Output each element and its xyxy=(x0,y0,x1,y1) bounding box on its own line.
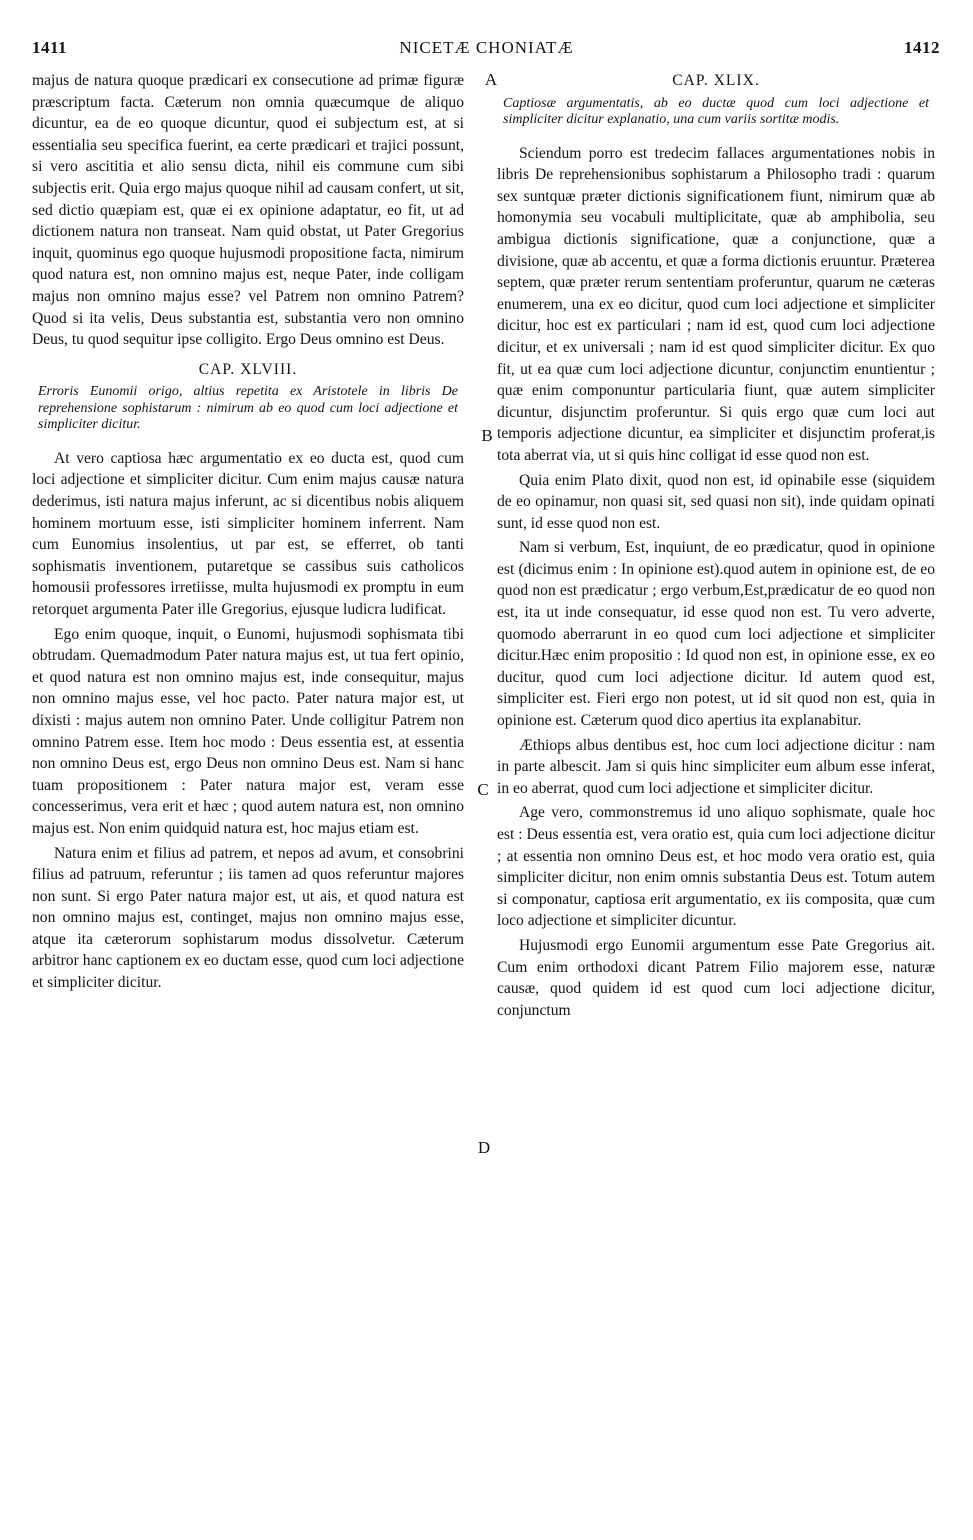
margin-letter-d: D xyxy=(477,1138,491,1157)
chapter-title: CAP. XLVIII. xyxy=(198,360,298,378)
margin-letter-b: B xyxy=(481,426,493,445)
left-column xyxy=(32,70,464,994)
page-number-left: 1411 xyxy=(32,38,68,57)
paragraph: Natura enim et filius ad patrem, et nepos ad avum, et consobrini filius ad patruum, referuntur ; iis tamen ad quos referuntur majores non sunt. Si ergo Pater natura major est, ut ais, et quod natura est non omnino majus est, continget, majus non omnino majus esse, atque ita cæterorum sophistarum modus dissolvetur. Cæterum arbitror hanc captionem ex eo ductam esse, quod cum loci adjectione et simpliciter dicitur. xyxy=(32,844,464,992)
paragraph: majus de natura quoque prædicari ex consecutione ad primæ figuræ præscriptum facta. Cæterum non omnia quæcumque de aliquo dicuntur, ea de eo quoque dicuntur, quod ei subjectum est, at si essentialia seu specifica fuerint, ea certe prædicari et trajici possunt, si vero ascititia et alio sensu dicta, nihil eis commune cum sibi subjectis erit. Quia ergo majus quoque nihil ad causam confert, ut sit, sed dictio quæpiam est, quæ ei ex opinione adaptatur, eo fit, ut ad dictionem natura non transeat. Nam quid obstat, ut Pater Gregorius inquit, quominus ego quoque hujusmodi propositione facta, nimirum quod natura est, non omnino majus est, neque Pater, inde colligam majus non omnino majus esse? vel Patrem non omnino Patrem? Quod si ita velis, Deus substantia est, substantia vero non omnino Deus, tu quod sequitur ipse colligito. Ergo Deus omnino est Deus. xyxy=(32,72,464,349)
chapter-title: CAP. XLIX. xyxy=(672,72,760,89)
running-title: NICETÆ CHONIATÆ xyxy=(399,38,574,57)
margin-letter-c: C xyxy=(477,780,489,799)
paragraph: Hujusmodi ergo Eunomii argumentum esse Pate Gregorius ait. Cum enim orthodoxi dicant Patrem Filio majorem esse, naturæ causæ, quod quidem id est quod cum loci adjectione dicitur, conjunctum xyxy=(497,936,935,1019)
paragraph: At vero captiosa hæc argumentatio ex eo ducta est, quod cum loci adjectione et simpliciter dicitur. Cum enim majus causæ natura dederimus, isti natura majus inferunt, ac si dicentibus nobis aliquem hominem mortuum esse, isti simpliciter hominem inferrent. Nam cum Eunomius insolentius, ut par est, se efferret, ob tanti sophismatis inventionem, putaretque se cassibus suis catholicos homousii professores irretiisse, multa hujusmodi ex promptu in eum retorquet argumenta Pater ille Gregorius, ejusque ludicra ludificat. xyxy=(32,449,464,618)
paragraph: Ego enim quoque, inquit, o Eunomi, hujusmodi sophismata tibi obtrudam. Quemadmodum Pater natura majus est, ut tua fert opinio, et quod natura est non omnino majus est, inde consequitur, majus non omnino majus esse, vel hoc pacto. Pater natura major est, ut dixisti : majus autem non omnino Pater. Unde colligitur Patrem non omnino Patrem esse. Item hoc modo : Deus essentia est, at essentia non omnino Deus est, ergo Deus non omnino Deus est. Nam si hanc tuam propositionem : Pater natura major est, veram esse concesserimus, vera erit et hæc ; quod autem natura est, non omnino majus est. Non enim quidquid natura est, hoc majus etiam est. xyxy=(32,625,464,837)
paragraph: Sciendum porro est tredecim fallaces argumentationes nobis in libris De reprehensionibus sophistarum a Philosopho tradi : quarum sex suntquæ præter dictionis significationem fiunt, nimirum quæ ab homonymia seu vocabuli multiplicitate, quæ ab amphibolia, seu ambigua dictionis significatione, quæ a conjunctione, quæ a divisione, quæ ab accentu, et quæ a forma dictionis eruuntur. Præterea septem, quæ præter rerum sententiam proferuntur, quarum ne cæteras enumerem, una ex eo dicitur, quod cum loci adjectione et simpliciter dicitur, hoc est ex particulari ; nam id est, quod cum loci adjectione dicitur, et ex universali ; nam id est quod simpliciter dicitur. Ex quo fit, ut ea quæ cum loci adjectione dicuntur, conjunctim enuntientur ; quæ enim componuntur particularia fiunt, quæ autem simpliciter dicuntur, disjunctim proferuntur. Si quis ergo quæ cum loci aut temporis adjectione dicuntur, ea simpliciter et disjunctim proferat,is tota aberrat via, ut si quis hinc colligat id esse quod non est. xyxy=(497,144,935,464)
margin-letter-a: A xyxy=(484,70,498,89)
paragraph: Nam si verbum, Est, inquiunt, de eo prædicatur, quod in opinione est (dicimus enim : In opinione est).quod autem in opinione est, de eo quod non est prædicatur ; ergo verbum,Est,prædicatur de eo quod non est, ita ut inde consequatur, id esse quod non est. Tu vero adverte, quomodo aberrarunt in eo quod cum loci adjectione et simpliciter dicitur.Hæc enim propositio : Id quod non est, in opinione esse, ex eo ducitur, quod cum loci adjectione dicitur. Id autem quod est, simpliciter est. Fieri ergo non potest, ut id sit quod non est, quia in opinione est. Cæterum quod dico apertius ita explanabitur. xyxy=(497,539,935,730)
chapter-summary: Captiosæ argumentatis, ab eo ductæ quod cum loci adjectione et simpliciter dicitur explanatio, una cum variis sortitæ modis. xyxy=(503,95,929,128)
paragraph: Quia enim Plato dixit, quod non est, id opinabile esse (siquidem de eo opinamur, non quasi sit, sed quasi non sit), inde quidam opinati sunt, id esse quod non est. xyxy=(497,471,935,532)
right-column xyxy=(497,70,935,1021)
chapter-summary: Erroris Eunomii origo, altius repetita ex Aristotele in libris De reprehensione sophistarum : nimirum ab eo quod cum loci adjectione et simpliciter dicitur. xyxy=(38,384,458,433)
paragraph: Æthiops albus dentibus est, hoc cum loci adjectione dicitur : nam in parte albescit. Jam si quis hinc simpliciter eum album esse inferat, in eo aberrat, quod cum loci adjectione et simpliciter dicitur. xyxy=(497,736,935,797)
page-number-right: 1412 xyxy=(904,38,940,57)
paragraph: Age vero, commonstremus id uno aliquo sophismate, quale hoc est : Deus essentia est, vera oratio est, quia cum loci adjectione dicitur ; at essentia non omnino Deus est, et hoc modo vera oratio est, quia simpliciter dicitur, non enim omnis substantia Deus est. Totum autem si componatur, captiosa erit argumentatio, ex iis composita, quæ cum loco adjectione et simpliciter dicuntur. xyxy=(497,804,935,930)
